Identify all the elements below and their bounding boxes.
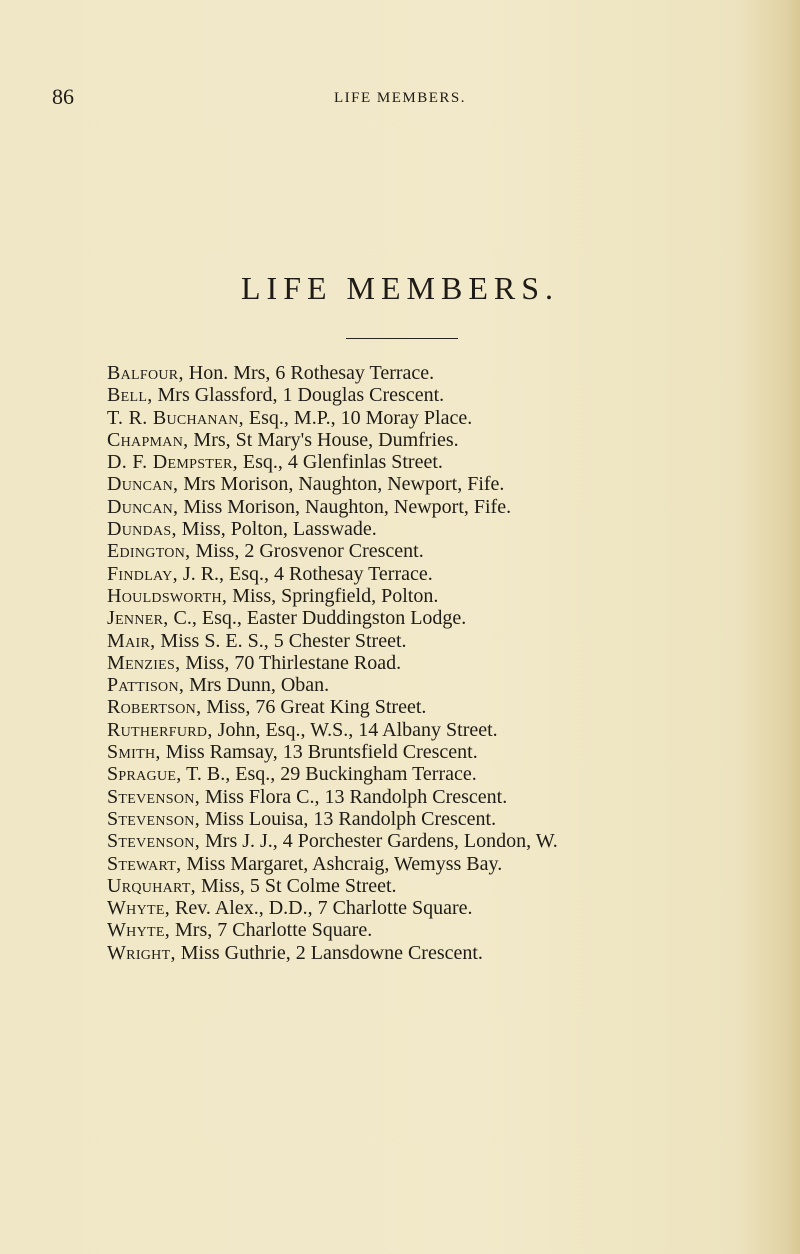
section-title: LIFE MEMBERS.	[240, 270, 560, 306]
member-details: T. B., Esq., 29 Buckingham Terrace.	[181, 763, 477, 786]
member-surname: Stevenson,	[107, 830, 201, 853]
member-details: Esq., M.P., 10 Moray Place.	[243, 406, 473, 429]
member-entry	[107, 407, 797, 429]
member-entry	[107, 630, 797, 652]
member-surname: Menzies,	[107, 651, 181, 674]
member-details: Mrs Morison, Naughton, Newport, Fife.	[178, 473, 505, 496]
member-details: Miss, 5 St Colme Street.	[195, 874, 397, 897]
member-details: Mrs Glassford, 1 Douglas Crescent.	[152, 384, 445, 407]
member-surname: Urquhart,	[107, 874, 196, 897]
member-entry	[107, 384, 797, 406]
member-entry	[107, 563, 797, 585]
member-details: Mrs, St Mary's House, Dumfries.	[188, 428, 459, 451]
member-surname: Sprague,	[107, 763, 182, 786]
member-surname: D. F. Dempster,	[107, 451, 238, 474]
member-details: Miss S. E. S., 5 Chester Street.	[155, 629, 407, 652]
member-entry	[107, 473, 797, 495]
member-details: Miss Ramsay, 13 Bruntsfield Crescent.	[160, 741, 478, 764]
member-entry	[107, 696, 797, 718]
member-details: Miss, Polton, Lasswade.	[176, 518, 377, 541]
member-details: Miss Morison, Naughton, Newport, Fife.	[178, 495, 512, 518]
member-entry	[107, 540, 797, 562]
member-details: J. R., Esq., 4 Rothesay Terrace.	[177, 562, 433, 585]
member-details: Miss, 76 Great King Street.	[201, 696, 427, 719]
member-details: Miss Flora C., 13 Randolph Crescent.	[200, 785, 508, 808]
member-entry	[107, 830, 797, 852]
member-surname: Mair,	[107, 629, 156, 652]
members-list	[107, 362, 797, 964]
member-surname: Smith,	[107, 741, 161, 764]
member-surname: Duncan,	[107, 495, 179, 518]
member-surname: Whyte,	[107, 897, 171, 920]
member-details: Miss, Springfield, Polton.	[227, 584, 439, 607]
member-details: Miss Guthrie, 2 Lansdowne Crescent.	[175, 941, 483, 964]
running-head: LIFE MEMBERS.	[333, 90, 466, 106]
member-entry	[107, 362, 797, 384]
member-surname: Chapman,	[107, 428, 189, 451]
member-details: John, Esq., W.S., 14 Albany Street.	[212, 718, 498, 741]
member-entry	[107, 942, 797, 964]
member-entry	[107, 853, 797, 875]
member-surname: Stevenson,	[107, 785, 201, 808]
member-entry	[107, 607, 797, 629]
member-surname: Duncan,	[107, 473, 179, 496]
member-details: Miss, 2 Grosvenor Crescent.	[190, 540, 424, 563]
member-details: Mrs Dunn, Oban.	[184, 674, 330, 697]
member-details: Mrs J. J., 4 Porchester Gardens, London, W.	[200, 830, 558, 853]
member-surname: Wright,	[107, 941, 176, 964]
member-entry	[107, 518, 797, 540]
member-entry	[107, 897, 797, 919]
member-surname: Bell,	[107, 384, 153, 407]
member-entry	[107, 429, 797, 451]
member-details: Hon. Mrs, 6 Rothesay Terrace.	[183, 362, 435, 384]
page-number: 86	[52, 84, 74, 109]
member-surname: Dundas,	[107, 518, 177, 541]
member-details: Rev. Alex., D.D., 7 Charlotte Square.	[170, 897, 473, 920]
member-surname: Jenner,	[107, 607, 169, 630]
member-entry	[107, 674, 797, 696]
member-surname: Findlay,	[107, 562, 178, 585]
member-details: Miss Margaret, Ashcraig, Wemyss Bay.	[181, 852, 503, 875]
member-surname: Edington,	[107, 540, 191, 563]
member-details: Miss Louisa, 13 Randolph Crescent.	[200, 807, 497, 830]
member-surname: Whyte,	[107, 919, 171, 942]
member-surname: Robertson,	[107, 696, 202, 719]
member-surname: Balfour,	[107, 362, 184, 384]
title-rule	[346, 338, 458, 339]
member-entry	[107, 719, 797, 741]
member-surname: Houldsworth,	[107, 584, 228, 607]
member-entry	[107, 808, 797, 830]
member-surname: T. R. Buchanan,	[107, 406, 244, 429]
member-entry	[107, 496, 797, 518]
member-surname: Stewart,	[107, 852, 182, 875]
member-entry	[107, 919, 797, 941]
member-surname: Pattison,	[107, 674, 185, 697]
member-entry	[107, 875, 797, 897]
member-details: C., Esq., Easter Duddingston Lodge.	[168, 607, 467, 630]
member-entry	[107, 585, 797, 607]
member-entry	[107, 741, 797, 763]
member-entry	[107, 652, 797, 674]
member-surname: Stevenson,	[107, 807, 201, 830]
member-entry	[107, 451, 797, 473]
member-details: Esq., 4 Glenfinlas Street.	[237, 451, 443, 474]
member-surname: Rutherfurd,	[107, 718, 213, 741]
member-details: Mrs, 7 Charlotte Square.	[170, 919, 373, 942]
member-details: Miss, 70 Thirlestane Road.	[180, 651, 402, 674]
member-entry	[107, 786, 797, 808]
member-entry	[107, 763, 797, 785]
